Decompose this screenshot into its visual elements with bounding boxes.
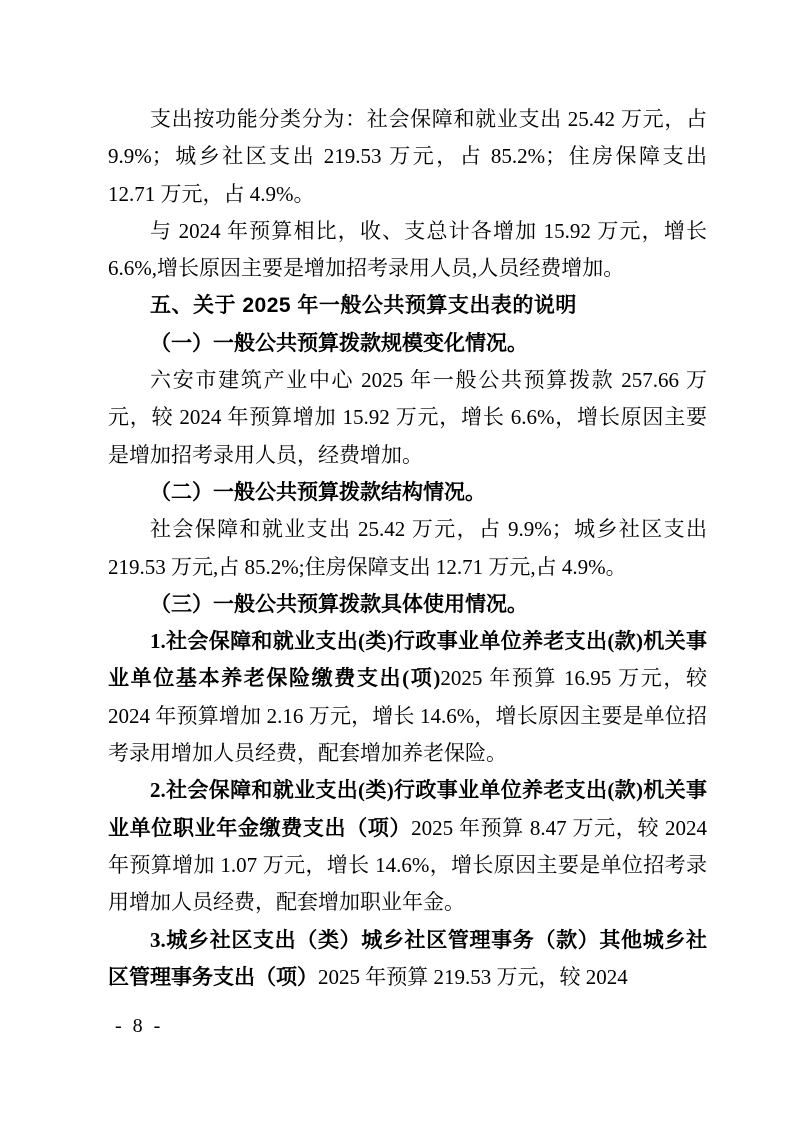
item-3-text: 2025 年预算 219.53 万元，较 2024 — [318, 964, 628, 989]
heading-section-5: 五、关于 2025 年一般公共预算支出表的说明 — [150, 294, 577, 318]
item-1-text: 2025 年预算 16.95 万元，较 2024 年预算增加 2.16 万元，增长 14.6%，增长原因主要是单位招考录用增加人员经费，配套增加养老保险。 — [108, 666, 707, 766]
paragraph-scale-change: 六安市建筑产业中心 2025 年一般公共预算拨款 257.66 万元，较 2024 年预算增加 15.92 万元，增长 6.6%，增长原因主要是增加招考录用人员，经费增加。 — [108, 368, 707, 467]
heading-sub-2: （二）一般公共预算拨款结构情况。 — [150, 479, 486, 504]
paragraph-item-3 — [108, 922, 707, 997]
item-2-bold-lead: 2.社会保障和就业支出(类)行政事业单位养老支出(款)机关事业单位职业年金缴费支出（项） — [108, 778, 707, 840]
heading-sub-1: （一）一般公共预算拨款规模变化情况。 — [150, 330, 528, 355]
document-body — [108, 101, 707, 996]
heading-sub-3: （三）一般公共预算拨款具体使用情况。 — [150, 591, 528, 616]
paragraph-compare-2024: 与 2024 年预算相比，收、支总计各增加 15.92 万元，增长 6.6%,增长原因主要是增加招考录用人员,人员经费增加。 — [108, 218, 707, 281]
item-1-bold-lead: 1.社会保障和就业支出(类)行政事业单位养老支出(款)机关事业单位基本养老保险缴费支出(项) — [108, 629, 707, 691]
paragraph-item-1 — [108, 623, 707, 772]
page-number: - 8 - — [115, 1015, 164, 1037]
paragraph-item-2 — [108, 772, 707, 921]
paragraph-expenditure-by-function: 支出按功能分类分为：社会保障和就业支出 25.42 万元，占 9.9%；城乡社区支出 219.53 万元，占 85.2%；住房保障支出 12.71 万元，占 4.9%。 — [108, 107, 707, 206]
paragraph-structure: 社会保障和就业支出 25.42 万元，占 9.9%；城乡社区支出 219.53 万元,占 85.2%;住房保障支出 12.71 万元,占 4.9%。 — [108, 517, 707, 579]
item-3-bold-lead: 3.城乡社区支出（类）城乡社区管理事务（款）其他城乡社区管理事务支出（项） — [108, 927, 707, 989]
item-2-text: 2025 年预算 8.47 万元，较 2024 年预算增加 1.07 万元，增长 14.6%，增长原因主要是单位招考录用增加人员经费，配套增加职业年金。 — [108, 815, 708, 915]
